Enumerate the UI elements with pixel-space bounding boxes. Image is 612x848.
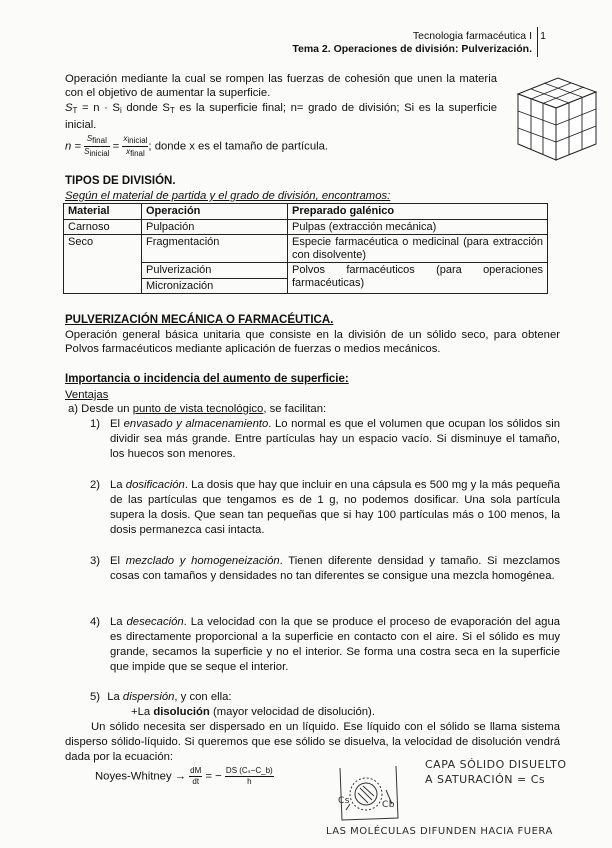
formula-eq: = n · S <box>77 102 120 114</box>
header-subject: Tecnologia farmacéutica I <box>412 30 532 42</box>
handwritten-cb: Cb <box>382 800 395 810</box>
handwritten-note-1: CAPA SÓLIDO DISUELTO <box>425 758 567 771</box>
intro-formula <box>65 101 497 133</box>
table-header-row <box>64 204 548 220</box>
list-item: 1) El envasado y almacenamiento. Lo normal es que el volumen que ocupan los sólidos sin dividir sea más grande. Entre partículas hay un espacio vacío. Si disminuye el tamaño, los huecos son menores. <box>90 418 561 460</box>
page-number: 1 <box>540 30 546 42</box>
cell-operacion: Fragmentación <box>142 235 288 263</box>
ratio-s: $\frac{\text{Sfinal}}{\text{Sinicial}}$ <box>84 134 110 158</box>
formula-i-sub: i <box>119 106 122 115</box>
cell-preparado: Especie farmacéutica o medicinal (para extracción con disolvente) <box>288 235 548 263</box>
formula-t-sub-2: T <box>169 106 175 115</box>
intro-paragraph: Operación mediante la cual se rompen las fuerzas de cohesión que unen la materia con el objetivo de aumentar la superficie. <box>65 73 497 100</box>
formula-rest: es la superficie final; n= grado de división; Si es la superficie inicial. <box>65 102 498 132</box>
header-topic: Tema 2. Operaciones de división: Pulverización. <box>292 43 532 55</box>
list-item: 3) El mezclado y homogeneización. Tienen diferente densidad y tamaño. Si mezclamos cosas con tamaños y densidades no tan diferentes se consigue una mezcla homogénea. <box>90 555 560 582</box>
cell-preparado: Pulpas (extracción mecánica) <box>288 219 548 235</box>
noyes-whitney-equation: Noyes-Whitney → $\frac{dM}{dt}$ = − $\frac{\text{DS (Cₛ−C\_b)}}{h}$ <box>95 766 273 786</box>
ventajas-label: Ventajas <box>65 389 109 401</box>
ratio-label: n = <box>65 140 82 153</box>
list-item: 5) La dispersión, y con ella: <box>90 691 232 703</box>
cube-illustration <box>500 72 600 164</box>
cell-operacion: Micronización <box>142 278 288 294</box>
table-row <box>64 219 548 235</box>
cell-material: Carnoso <box>64 219 142 235</box>
handwritten-note-2: A SATURACIÓN = Cs <box>425 773 546 786</box>
importancia-title: Importancia o incidencia del aumento de superficie: <box>65 373 349 385</box>
tipos-title: TIPOS DE DIVISIÓN. <box>65 175 176 187</box>
dissolution-sketch <box>330 760 410 825</box>
col-material: Material <box>64 204 142 220</box>
ratio-note: ; donde x es el tamaño de partícula. <box>148 140 329 153</box>
cell-operacion: Pulpación <box>142 219 288 235</box>
handwritten-cs: Cs <box>338 796 350 806</box>
table-row <box>64 235 548 263</box>
intro-ratio: n = $\frac{\text{Sfinal}}{\text{Sinicial}}$ = $\frac{\text{xinicial}}{\text{xfinal}}$ ; donde x es el tamaño de partícula. <box>65 134 329 158</box>
formula-st: S <box>65 102 73 114</box>
header-divider <box>537 27 538 57</box>
tipos-subtitle: Según el material de partida y el grado de división, encontramos: <box>65 190 391 202</box>
handwritten-note-bottom: LAS MOLÉCULAS DIFUNDEN HACIA FUERA <box>326 826 553 837</box>
col-preparado: Preparado galénico <box>288 204 548 220</box>
pulverizacion-text: Operación general básica unitaria que consiste en la división de un sólido seco, para obtener Polvos farmacéuticos mediante aplicación de fuerzas o medios mecánicos. <box>65 329 560 356</box>
list-item: 2) La dosificación. La dosis que hay que incluir en una cápsula es 500 mg y la más pequeña de las partículas que tengamos es de 1 g, no podemos dosificar. Una sola partícula supera la dosis. Que sean tan pequeñas que si hay 100 partículas más o 100 menos, la dosis permanezca casi intacta. <box>90 479 560 536</box>
point-a: a) Desde un punto de vista tecnológico, se facilitan: <box>68 403 327 415</box>
disolucion-line: +La disolución (mayor velocidad de disolución). <box>131 706 375 718</box>
tipos-table <box>63 203 548 294</box>
disolucion-paragraph: Un sólido necesita ser dispersado en un líquido. Ese líquido con el sólido se llama sistema disperso sólido-líquido. Si queremos que ese sólido se disuelva, la velocidad de disolución vendrá dada por la ecuación: <box>65 721 560 763</box>
point-a-link: punto de vista tecnológico <box>132 403 264 415</box>
formula-donde: donde S <box>126 102 170 114</box>
list-item: 4) La desecación. La velocidad con la que se produce el proceso de evaporación del agua es directamente proporcional a la superficie en contacto con el aire. Si el sólido es muy grande, secamos la superficie y no el interior. Se forma una costra seca en la superficie que impide que se seque el interior. <box>90 616 561 673</box>
pulverizacion-title: PULVERIZACIÓN MECÁNICA O FARMACÉUTICA. <box>65 314 334 326</box>
cell-material: Seco <box>64 235 142 294</box>
col-operacion: Operación <box>142 204 288 220</box>
ratio-x: $\frac{\text{xinicial}}{\text{xfinal}}$ <box>123 134 148 158</box>
formula-t-sub: T <box>72 106 78 115</box>
cell-preparado: Polvos farmacéuticos (para operaciones farmacéuticas) <box>288 263 548 294</box>
cell-operacion: Pulverización <box>142 263 288 279</box>
